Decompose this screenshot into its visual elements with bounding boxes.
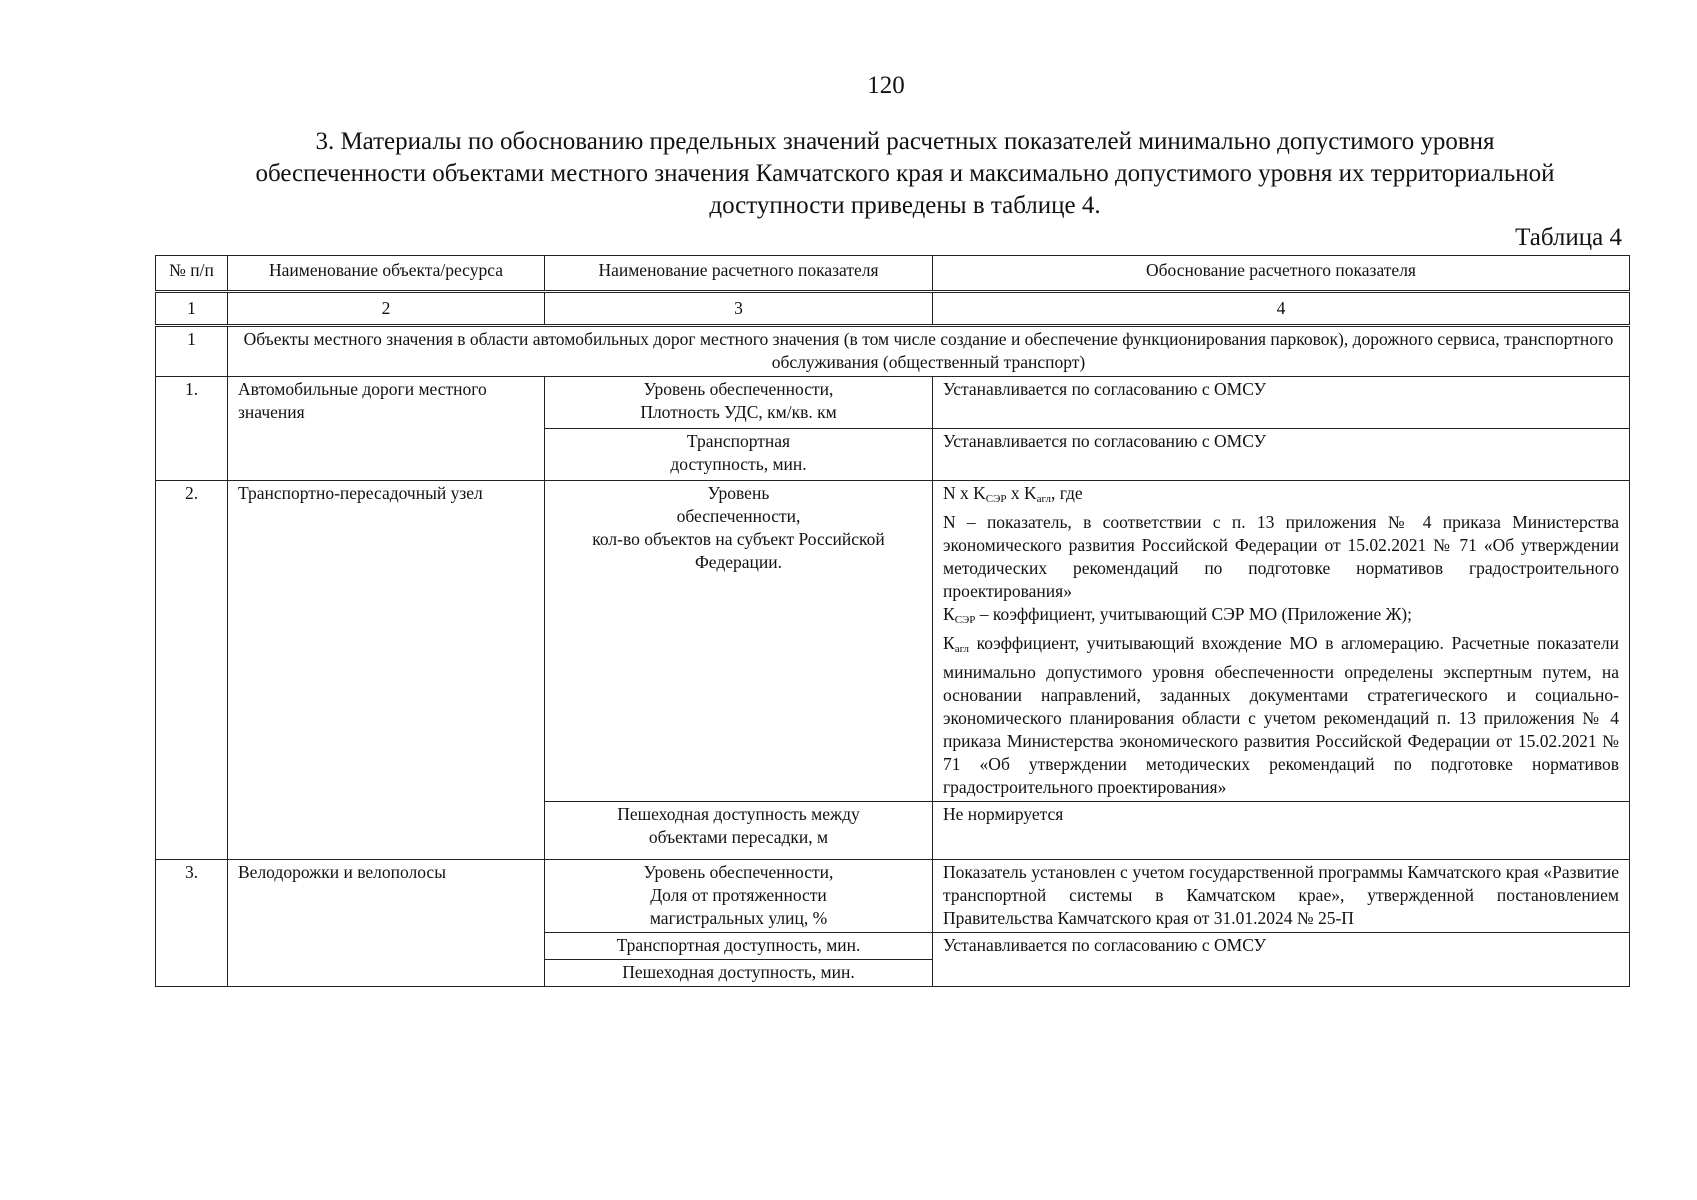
column-number-cell: 3 <box>545 292 933 326</box>
row-number: 2. <box>156 481 228 860</box>
formula-line <box>943 482 1619 511</box>
coef-letter: К <box>943 604 955 624</box>
indicator-line: Уровень обеспеченности, <box>643 379 834 399</box>
object-name-cell: Транспортно-пересадочный узел <box>228 481 545 860</box>
section-number: 1 <box>156 326 228 377</box>
table-row <box>156 860 1630 933</box>
object-name-cell: Велодорожки и велополосы <box>228 860 545 987</box>
table-row <box>156 377 1630 429</box>
indicators-table <box>155 255 1630 987</box>
indicator-line: Плотность УДС, км/кв. км <box>640 402 837 422</box>
column-number-row <box>156 292 1630 326</box>
header-cell-indicator: Наименование расчетного показателя <box>545 256 933 292</box>
indicator-cell <box>545 377 933 429</box>
indicator-cell: Транспортная доступность, мин. <box>545 933 933 960</box>
justification-cell <box>933 481 1630 802</box>
indicator-line: Доля от протяженности <box>650 885 827 905</box>
indicator-line: Пешеходная доступность между <box>617 804 860 824</box>
formula-n: N x K <box>943 483 986 503</box>
header-cell-number: № п/п <box>156 256 228 292</box>
indicator-cell <box>545 802 933 860</box>
justification-cell: Показатель установлен с учетом государственной программы Камчатского края «Развитие транспортной системы в Камчатском крае», утвержденной постановлением Правительства Камчатского края от 31.01.2024 № 25-П <box>933 860 1630 933</box>
indicator-cell <box>545 481 933 802</box>
justification-cell: Устанавливается по согласованию с ОМСУ <box>933 377 1630 429</box>
indicator-line: Транспортная <box>686 431 791 451</box>
table-row <box>156 481 1630 802</box>
row-number: 3. <box>156 860 228 987</box>
column-number-cell: 4 <box>933 292 1630 326</box>
row-number: 1. <box>156 377 228 481</box>
coef-text: коэффициент, учитывающий вхождение МО в агломерацию. Расчетные показатели минимально допустимого уровня обеспеченности определены экспертным путем, на основании направлений, заданных документами стратегического и социально-экономического планирования области с учетом рекомендаций п. 13 приложения № 4 приказа Министерства экономического развития Российской Федерации от 15.02.2021 № 71 «Об утверждении методических рекомендаций по подготовке нормативов градостроительного проектирования» <box>943 633 1619 797</box>
indicator-cell <box>545 860 933 933</box>
indicator-line: Уровень обеспеченности, <box>643 862 834 882</box>
justification-cell: Устанавливается по согласованию с ОМСУ <box>933 429 1630 481</box>
object-name-cell: Автомобильные дороги местного значения <box>228 377 545 481</box>
coef-subscript: СЭР <box>954 614 976 626</box>
coef-text: – коэффициент, учитывающий СЭР МО (Приложение Ж); <box>975 604 1412 624</box>
indicator-line: обеспеченности, <box>676 506 801 526</box>
justification-cell: Не нормируется <box>933 802 1630 860</box>
formula-subscript: агл <box>1036 493 1051 505</box>
column-number-cell: 1 <box>156 292 228 326</box>
indicator-line: доступность, мин. <box>670 454 807 474</box>
formula-subscript: СЭР <box>985 493 1007 505</box>
justification-cell: Устанавливается по согласованию с ОМСУ <box>933 933 1630 987</box>
indicator-line: магистральных улиц, % <box>649 908 828 928</box>
justification-paragraph: N – показатель, в соответствии с п. 13 приложения № 4 приказа Министерства экономического развития Российской Федерации от 15.02.2021 № 71 «Об утверждении методических рекомендаций по подготовке нормативов градостроительного проектирования» <box>943 512 1619 601</box>
section-heading: 3. Материалы по обоснованию предельных значений расчетных показателей минимально допустимого уровня обеспеченности объектами местного значения Камчатского края и максимально допустимого уровня их территориальной доступности приведены в таблице 4. <box>255 128 1555 219</box>
table-header-row <box>156 256 1630 292</box>
indicator-cell <box>545 429 933 481</box>
formula-mid: x K <box>1006 483 1037 503</box>
section-title: Объекты местного значения в области автомобильных дорог местного значения (в том числе создание и обеспечение функционирования парковок), дорожного сервиса, транспортного обслуживания (общественный транспорт) <box>228 326 1630 377</box>
column-number-cell: 2 <box>228 292 545 326</box>
coef-subscript: агл <box>954 643 970 655</box>
justification-paragraph <box>943 632 1619 799</box>
coef-letter: К <box>943 633 955 653</box>
header-cell-justification: Обоснование расчетного показателя <box>933 256 1630 292</box>
indicator-cell: Пешеходная доступность, мин. <box>545 960 933 987</box>
indicator-line: Уровень <box>707 483 770 503</box>
table-caption: Таблица 4 <box>1515 224 1622 251</box>
indicator-line: кол-во объектов на субъект Российской Федерации. <box>592 529 885 572</box>
header-cell-object: Наименование объекта/ресурса <box>228 256 545 292</box>
indicator-line: объектами пересадки, м <box>648 827 829 847</box>
justification-paragraph <box>943 603 1619 632</box>
page-number: 120 <box>867 72 905 99</box>
formula-end: , где <box>1050 483 1083 503</box>
section-row <box>156 326 1630 377</box>
